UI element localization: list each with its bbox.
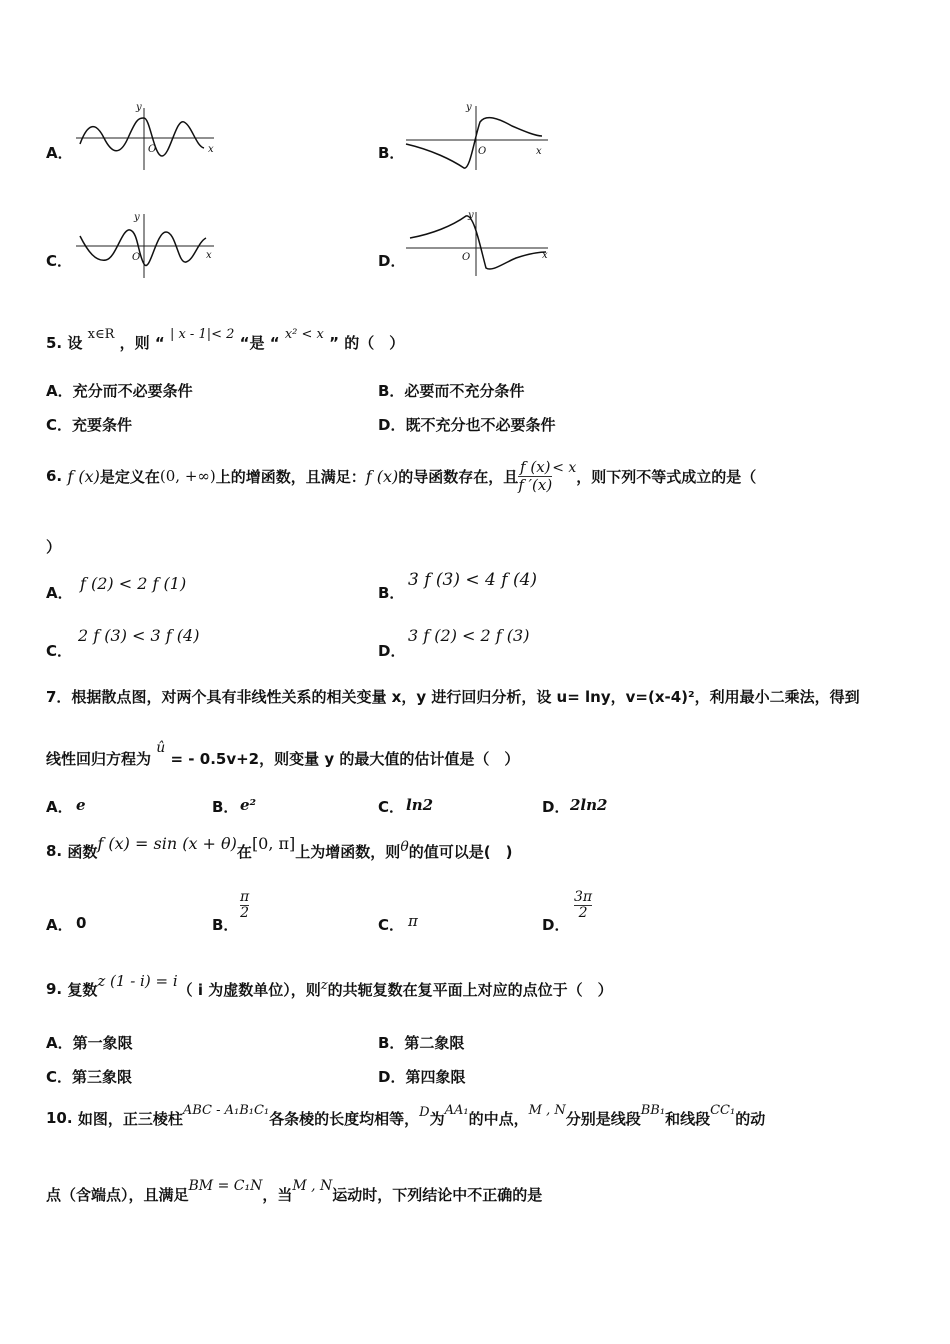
q5-text-1: 设 <box>67 334 83 352</box>
q8-text-1: 函数 <box>67 842 98 861</box>
graph-b-curve <box>406 118 542 168</box>
q10-line-1 <box>46 1100 765 1136</box>
q9-text-1: 复数 <box>67 980 98 999</box>
q5-option-b: B．必要而不充分条件 <box>378 382 525 400</box>
q6-interval: (0, +∞) <box>159 467 216 485</box>
graph-label-d: D． <box>378 252 406 270</box>
q10-d: D <box>419 1104 430 1120</box>
graph-label-c: C． <box>46 252 73 270</box>
q10-mn: M , N <box>528 1102 566 1118</box>
q10-line2-text-3: 运动时，下列结论中不正确的是 <box>332 1185 543 1204</box>
graph-a-x-label: x <box>208 144 214 155</box>
q8-stem <box>46 834 512 868</box>
q6-label-b: B． <box>378 584 405 602</box>
q10-number: 10. <box>46 1109 73 1127</box>
q7-u-hat: û <box>156 740 166 756</box>
q7-label-a: A． <box>46 798 73 816</box>
q6-fx: f (x) <box>67 466 100 486</box>
graph-d-curve <box>410 216 546 269</box>
q5-stem <box>46 327 405 353</box>
q9-option-b: B．第二象限 <box>378 1034 465 1052</box>
q6-label-a: A． <box>46 584 73 602</box>
q8-theta: θ <box>400 839 409 855</box>
q8-option-b <box>240 890 249 922</box>
q6-label-d: D． <box>378 642 406 660</box>
graph-b <box>402 100 554 172</box>
q5-text-3: “是 <box>239 334 265 352</box>
q10-text-4: 的中点， <box>468 1109 529 1128</box>
q6-frac-den: f ′(x) <box>518 475 553 494</box>
q10-line-2 <box>46 1176 542 1212</box>
q6-text-3: 的导函数存在，且 <box>398 467 519 486</box>
q8-option-a: 0 <box>76 914 87 932</box>
graph-b-y-label: y <box>466 102 472 113</box>
graph-c-curve <box>80 230 206 266</box>
graph-d <box>402 206 554 278</box>
graph-b-origin: O <box>478 146 487 157</box>
q5-text-2: ，则 <box>119 334 150 352</box>
q8-text-4: 的值可以是( ) <box>408 842 513 861</box>
q5-cond-var: x∈R <box>87 327 115 342</box>
q8-option-d-den: 2 <box>578 905 588 922</box>
q7-option-b: e² <box>240 796 257 814</box>
q6-number: 6. <box>46 467 63 485</box>
q6-label-c: C． <box>46 642 73 660</box>
q8-option-c: π <box>408 912 418 930</box>
graph-label-b: B． <box>378 144 405 162</box>
q8-option-b-den: 2 <box>240 905 250 922</box>
q8-label-c: C． <box>378 916 405 934</box>
q10-cc1: CC₁ <box>710 1102 736 1118</box>
q6-stem <box>46 448 756 504</box>
q7-line-2 <box>46 740 520 769</box>
q9-option-a: A．第一象限 <box>46 1034 133 1052</box>
q10-line2-text-1: 点（含端点），且满足 <box>46 1185 189 1204</box>
q8-option-b-num: π <box>240 889 250 905</box>
q7-equation: = - 0.5v+2，则变量 y 的最大值的估计值是（ ） <box>170 750 520 768</box>
q8-interval: [0, π] <box>251 833 296 853</box>
q5-option-c: C．充要条件 <box>46 416 133 434</box>
q5-quote-close: ” <box>329 334 339 352</box>
q6-frac-num: f (x) <box>520 458 551 476</box>
q10-text-3: 为 <box>429 1109 445 1128</box>
graph-a-y-label: y <box>136 102 142 113</box>
q6-ineq: < x <box>552 460 577 476</box>
q6-option-a: f (2) < 2 f (1) <box>80 574 187 593</box>
q6-close-paren: ） <box>46 538 62 556</box>
graph-d-y-label: y <box>468 210 474 221</box>
q7-label-b: B． <box>212 798 239 816</box>
q7-label-c: C． <box>378 798 405 816</box>
q5-quote-open-2: “ <box>269 334 280 352</box>
q5-option-a: A．充分而不必要条件 <box>46 382 193 400</box>
q8-function: f (x) = sin (x + θ) <box>97 833 237 853</box>
q10-aa1: AA₁ <box>444 1102 469 1118</box>
q5-abs-cond: | x - 1|< 2 <box>169 327 235 342</box>
q6-fx-2: f (x) <box>365 466 399 486</box>
q8-text-3: 上为增函数，则 <box>295 842 401 861</box>
q8-label-a: A． <box>46 916 73 934</box>
q7-option-c: ln2 <box>406 796 434 814</box>
q10-text-7: 的动 <box>735 1109 766 1128</box>
graph-d-x-label: x <box>542 250 548 261</box>
q9-option-d: D．第四象限 <box>378 1068 466 1086</box>
q5-sq-cond: x² < x <box>284 327 324 342</box>
graph-a <box>72 100 222 172</box>
q9-equation: z (1 - i) = i <box>97 972 178 990</box>
q6-fraction <box>518 459 552 493</box>
q7-option-a: e <box>76 796 86 814</box>
graph-a-curve <box>80 118 204 156</box>
q5-text-4: 的（ ） <box>344 334 405 352</box>
q9-number: 9. <box>46 980 63 998</box>
q6-text-2: 上的增函数，且满足： <box>215 467 366 486</box>
q10-text-5: 分别是线段 <box>565 1109 641 1128</box>
q9-text-2: （ i 为虚数单位），则 <box>177 980 321 999</box>
q7-option-d: 2ln2 <box>570 796 608 814</box>
q6-text-1: 是定义在 <box>99 467 160 486</box>
q7-text-1: 线性回归方程为 <box>46 750 152 768</box>
q8-text-2: 在 <box>236 842 252 861</box>
graph-a-origin: O <box>148 144 157 155</box>
q8-option-d-num: 3π <box>574 889 593 905</box>
graph-label-a: A． <box>46 144 73 162</box>
q8-label-d: D． <box>542 916 570 934</box>
graph-c-x-label: x <box>206 250 212 261</box>
q7-line-1: 7．根据散点图，对两个具有非线性关系的相关变量 x，y 进行回归分析，设 u= lny，v=(x-4)²，利用最小二乘法，得到 <box>46 688 860 706</box>
graph-c-y-label: y <box>134 212 140 223</box>
q10-text-1: 如图，正三棱柱 <box>77 1109 183 1128</box>
q8-label-b: B． <box>212 916 239 934</box>
q5-option-d: D．既不充分也不必要条件 <box>378 416 556 434</box>
graph-c-origin: O <box>132 252 141 263</box>
q9-z: z <box>320 977 328 993</box>
q6-text-4: ，则下列不等式成立的是（ <box>576 467 757 486</box>
q10-line2-text-2: ，当 <box>262 1185 293 1204</box>
q5-quote-open: “ <box>154 334 165 352</box>
q8-option-d <box>574 890 592 922</box>
q6-option-c: 2 f (3) < 3 f (4) <box>78 626 200 645</box>
graph-b-x-label: x <box>536 146 542 157</box>
q9-option-c: C．第三象限 <box>46 1068 133 1086</box>
q10-bb1: BB₁ <box>640 1102 666 1118</box>
q10-text-6: 和线段 <box>665 1109 711 1128</box>
q10-condition: BM = C₁N <box>188 1178 263 1194</box>
q5-number: 5. <box>46 334 63 352</box>
q6-option-b: 3 f (3) < 4 f (4) <box>408 570 538 590</box>
q7-label-d: D． <box>542 798 570 816</box>
q10-text-2: 各条棱的长度均相等， <box>269 1109 420 1128</box>
graph-c <box>72 208 222 280</box>
q10-mn-2: M , N <box>292 1178 333 1194</box>
q10-prism: ABC - A₁B₁C₁ <box>182 1102 270 1118</box>
q9-stem <box>46 972 613 1006</box>
graph-d-origin: O <box>462 252 471 263</box>
q6-option-d: 3 f (2) < 2 f (3) <box>408 626 530 645</box>
q9-text-3: 的共轭复数在复平面上对应的点位于（ ） <box>327 980 613 999</box>
q8-number: 8. <box>46 842 63 860</box>
